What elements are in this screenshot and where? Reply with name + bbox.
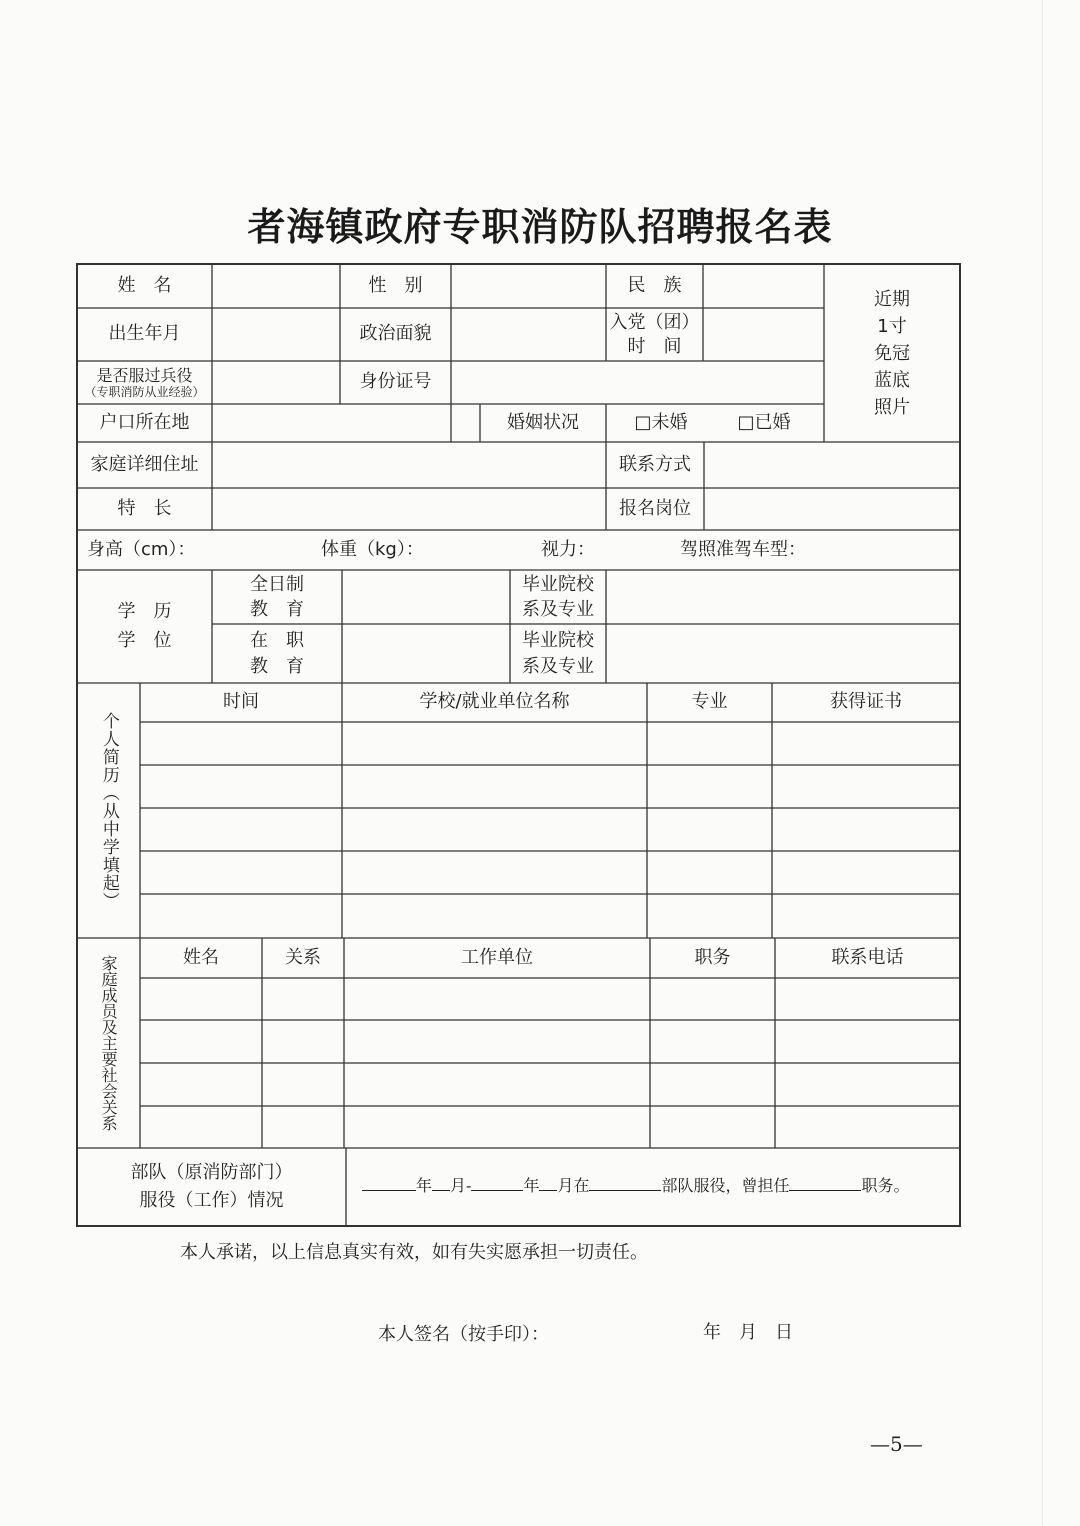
label-id-number: 身份证号 bbox=[359, 371, 432, 393]
resume-label-text: 个人简历（从中学填起） bbox=[98, 711, 119, 910]
id-number-field[interactable] bbox=[451, 361, 824, 404]
label-birth: 出生年月 bbox=[108, 323, 181, 345]
contact-field[interactable] bbox=[704, 442, 960, 488]
specialty-field[interactable] bbox=[212, 488, 606, 530]
family-row[interactable] bbox=[140, 978, 960, 1020]
label-parttime bbox=[212, 624, 342, 683]
service-duty-blank[interactable] bbox=[789, 1172, 861, 1191]
label-address: 家庭详细住址 bbox=[90, 453, 199, 475]
service-start-month-blank[interactable] bbox=[432, 1172, 450, 1191]
label-name: 姓 名 bbox=[117, 274, 172, 296]
parttime-degree-field[interactable] bbox=[342, 624, 510, 683]
service-start-year-blank[interactable] bbox=[362, 1172, 416, 1191]
label-family bbox=[77, 938, 140, 1148]
service-unit-blank[interactable] bbox=[589, 1172, 661, 1191]
signature-date[interactable]: 年 月 日 bbox=[703, 1322, 793, 1343]
service-end-year-blank[interactable] bbox=[471, 1172, 523, 1191]
hukou-field[interactable] bbox=[212, 404, 480, 442]
parttime-school-field[interactable] bbox=[606, 624, 960, 683]
service-duty: 职务。 bbox=[861, 1176, 910, 1195]
birth-field[interactable] bbox=[212, 308, 340, 361]
family-row[interactable] bbox=[140, 1106, 960, 1148]
resume-header-time: 时间 bbox=[223, 691, 259, 713]
family-header-phone: 联系电话 bbox=[831, 946, 904, 968]
military-note: （专职消防从业经验） bbox=[84, 384, 205, 399]
resume-row[interactable] bbox=[140, 851, 960, 894]
parttime-line-1: 在 职 bbox=[250, 630, 304, 652]
military-field[interactable] bbox=[212, 361, 340, 404]
address-field[interactable] bbox=[212, 442, 606, 488]
political-field[interactable] bbox=[451, 308, 606, 361]
service-month-at: 月在 bbox=[557, 1176, 590, 1195]
resume-header-certificate: 获得证书 bbox=[830, 691, 902, 713]
fulltime-line-2: 教 育 bbox=[250, 599, 304, 620]
ethnicity-field[interactable] bbox=[703, 264, 824, 308]
fulltime-school-line-2: 系及专业 bbox=[522, 599, 594, 620]
form-title: 者海镇政府专职消防队招聘报名表 bbox=[247, 204, 833, 249]
service-line-1: 部队（原消防部门） bbox=[130, 1162, 293, 1184]
label-vision[interactable]: 视力： bbox=[541, 538, 595, 560]
service-year-1: 年 bbox=[416, 1176, 433, 1195]
party-line-2: 时 间 bbox=[627, 335, 682, 357]
family-row[interactable] bbox=[140, 1063, 960, 1106]
family-label-text: 家庭成员及主要社会关系 bbox=[99, 955, 119, 1131]
checkbox-married[interactable]: □已婚 bbox=[737, 411, 791, 433]
party-time-field[interactable] bbox=[703, 308, 824, 361]
family-header-relation: 关系 bbox=[285, 946, 321, 968]
label-parttime-school bbox=[510, 624, 606, 683]
resume-row[interactable] bbox=[140, 808, 960, 851]
photo-box[interactable] bbox=[824, 264, 960, 442]
resume-row[interactable] bbox=[140, 765, 960, 808]
label-fulltime bbox=[212, 570, 342, 624]
label-gender: 性 别 bbox=[368, 274, 423, 296]
fulltime-school-line-1: 毕业院校 bbox=[522, 573, 594, 595]
label-service bbox=[77, 1148, 346, 1226]
photo-line-5: 照片 bbox=[874, 396, 910, 418]
parttime-school-line-2: 系及专业 bbox=[522, 655, 594, 677]
family-header-title: 职务 bbox=[694, 946, 731, 968]
service-year-2: 年 bbox=[523, 1176, 540, 1195]
label-license[interactable]: 驾照准驾车型： bbox=[680, 538, 806, 560]
label-fulltime-school bbox=[510, 570, 606, 624]
label-position: 报名岗位 bbox=[619, 497, 691, 519]
resume-row[interactable] bbox=[140, 894, 960, 938]
label-education bbox=[77, 570, 212, 683]
pledge-text: 本人承诺，以上信息真实有效，如有失实愿承担一切责任。 bbox=[180, 1242, 648, 1263]
label-specialty: 特 长 bbox=[117, 497, 172, 519]
resume-header-major: 专业 bbox=[691, 691, 728, 713]
photo-line-2: 1寸 bbox=[877, 315, 907, 337]
fulltime-degree-field[interactable] bbox=[342, 570, 510, 624]
gender-field[interactable] bbox=[451, 264, 606, 308]
education-line-2: 学 位 bbox=[117, 629, 172, 651]
label-political: 政治面貌 bbox=[359, 323, 432, 345]
label-contact: 联系方式 bbox=[619, 453, 691, 475]
label-marital: 婚姻状况 bbox=[507, 411, 579, 433]
family-header-workplace: 工作单位 bbox=[461, 946, 533, 968]
label-ethnicity: 民 族 bbox=[627, 274, 682, 296]
parttime-school-line-1: 毕业院校 bbox=[522, 630, 594, 652]
fulltime-school-field[interactable] bbox=[606, 570, 960, 624]
service-month-dash: 月- bbox=[450, 1176, 472, 1195]
fulltime-line-1: 全日制 bbox=[250, 573, 304, 595]
family-row[interactable] bbox=[140, 1020, 960, 1063]
signature-label[interactable]: 本人签名（按手印）： bbox=[378, 1324, 549, 1345]
checkbox-unmarried[interactable]: □未婚 bbox=[634, 411, 688, 433]
parttime-line-2: 教 育 bbox=[250, 655, 304, 677]
label-hukou: 户口所在地 bbox=[99, 411, 190, 433]
service-statement[interactable] bbox=[362, 1172, 910, 1196]
name-field[interactable] bbox=[212, 264, 340, 308]
photo-line-1: 近期 bbox=[874, 288, 910, 310]
position-field[interactable] bbox=[704, 488, 960, 530]
label-resume bbox=[77, 683, 140, 938]
label-military bbox=[77, 361, 212, 404]
party-line-1: 入党（团） bbox=[609, 312, 700, 334]
label-weight[interactable]: 体重（kg）： bbox=[321, 538, 424, 560]
service-line-2: 服役（工作）情况 bbox=[139, 1190, 284, 1211]
service-army: 部队服役，曾担任 bbox=[661, 1176, 790, 1195]
photo-line-3: 免冠 bbox=[874, 342, 910, 364]
service-end-month-blank[interactable] bbox=[539, 1172, 557, 1191]
resume-row[interactable] bbox=[140, 722, 960, 765]
photo-line-4: 蓝底 bbox=[874, 369, 910, 391]
label-party-time bbox=[606, 308, 703, 361]
resume-header-school: 学校/就业单位名称 bbox=[419, 691, 570, 713]
label-height[interactable]: 身高（cm）： bbox=[87, 538, 196, 560]
education-line-1: 学 历 bbox=[117, 600, 172, 622]
page-number: —5— bbox=[870, 1432, 923, 1456]
military-label: 是否服过兵役 bbox=[96, 365, 193, 385]
family-header-name: 姓名 bbox=[183, 946, 219, 968]
